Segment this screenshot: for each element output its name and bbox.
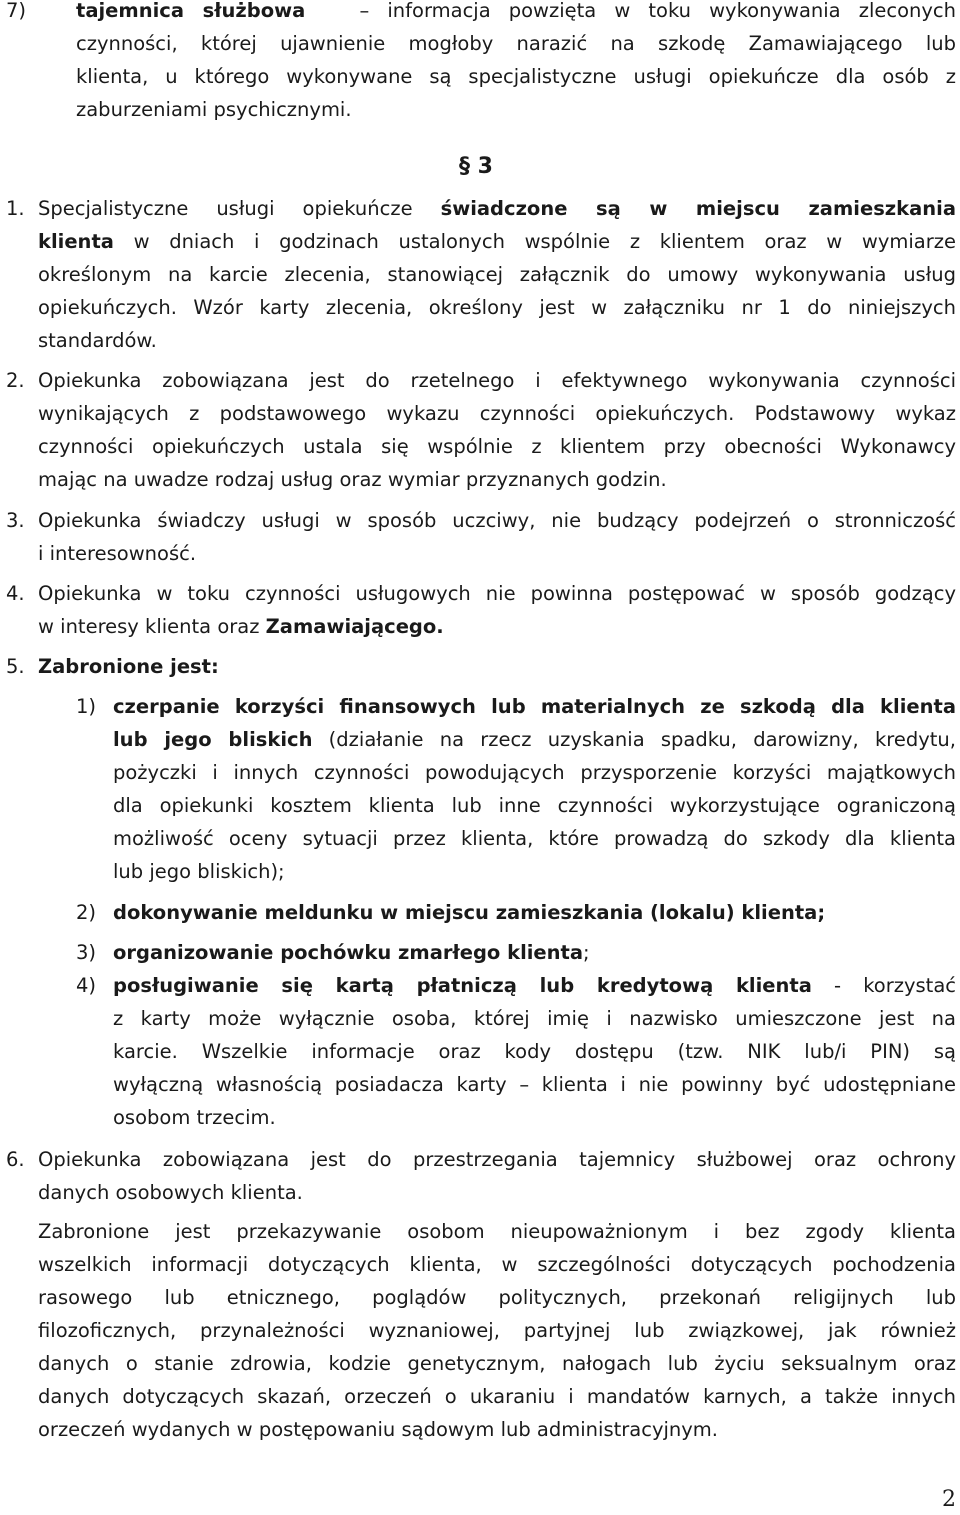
sub-item-number: 4) (76, 974, 97, 997)
sub-item-number: 2) (76, 901, 97, 924)
prohibition-1: czerpanie korzyści finansowych lub materialnych ze szkodą dla klienta lub jego bliskich (działanie na rzecz uzyskania spadku, darowizny, kredytu, pożyczki i innych czynności powodujących przysporzenie korzyści majątkowych dla opiekunki kosztem klienta lub inne czynności wykorzystujące ograniczoną możliwość oceny sytuacji przez klienta, które prowadzą do szkody dla klienta lub jego bliskich); (113, 695, 956, 883)
point-number: 5. (6, 655, 25, 678)
page-number: 2 (942, 1487, 956, 1512)
prohibition-4: posługiwanie się kartą płatniczą lub kredytową klienta - korzystać z karty może wyłącznie osoba, której imię i nazwisko umieszczone jest na karcie. Wszelkie informacje oraz kody dostępu (tzw. NIK lub/i PIN) są wyłączną własnością posiadacza karty – klienta i nie powinny być udostępniane osobom trzecim. (113, 974, 957, 1129)
point-number: 1. (6, 197, 25, 220)
point-2-paragraph: Opiekunka zobowiązana jest do rzetelnego i efektywnego wykonywania czynności wynikających z podstawowego wykazu czynności opiekuńczych. Podstawowy wykaz czynności opiekuńczych ustala się wspólnie z klientem przy obecności Wykonawcy mając na uwadze rodzaj usług oraz wymiar przyznanych godzin. (38, 369, 956, 491)
point-number: 6. (6, 1148, 25, 1171)
point-4-paragraph: Opiekunka w toku czynności usługowych nie powinna postępować w sposób godzący w interesy klienta oraz Zamawiającego. (38, 582, 956, 638)
closing-paragraph: Zabronione jest przekazywanie osobom nieupoważnionym i bez zgody klienta wszelkich informacji dotyczących klienta, w szczególności dotyczących pochodzenia rasowego lub etnicznego, poglądów politycznych, przekonań religijnych lub filozoficznych, przynależności wyznaniowej, partyjnej lub związkowej, jak również danych o stanie zdrowia, kodzie genetycznym, nałogach lub życiu seksualnym oraz danych dotyczących skazań, orzeczeń o ukaraniu i mandatów karnych, a także innych orzeczeń wydanych w postępowaniu sądowym lub administracyjnym. (38, 1220, 956, 1441)
item-number: 7) (6, 0, 27, 22)
definition-paragraph: tajemnica służbowa – informacja powzięta w toku wykonywania zleconych czynności, której ujawnienie mogłoby narazić na szkodę Zamawiającego lub klienta, u którego wykonywane są specjalistyczne usługi opiekuńcze dla osób z zaburzeniami psychicznymi. (76, 0, 956, 121)
sub-item-number: 3) (76, 941, 97, 964)
point-number: 2. (6, 369, 25, 392)
point-1-paragraph: Specjalistyczne usługi opiekuńcze świadczone są w miejscu zamieszkania klienta w dniach i godzinach ustalonych wspólnie z klientem oraz w wymiarze określonym na karcie zlecenia, stanowiącej załącznik do umowy wykonywania usług opiekuńczych. Wzór karty zlecenia, określony jest w załączniku nr 1 do niniejszych standardów. (38, 197, 957, 352)
sub-item-number: 1) (76, 695, 97, 718)
defined-term: tajemnica służbowa (76, 0, 306, 22)
point-6-paragraph: Opiekunka zobowiązana jest do przestrzegania tajemnicy służbowej oraz ochrony danych osobowych klienta. (38, 1148, 956, 1204)
section-heading: § 3 (459, 154, 493, 179)
point-number: 4. (6, 582, 25, 605)
prohibition-3: organizowanie pochówku zmarłego klienta; (113, 941, 590, 964)
point-number: 3. (6, 509, 25, 532)
prohibition-2: dokonywanie meldunku w miejscu zamieszkania (lokalu) klienta; (113, 901, 826, 924)
prohibitions-heading: Zabronione jest: (38, 655, 219, 678)
point-3-paragraph: Opiekunka świadczy usługi w sposób uczciwy, nie budzący podejrzeń o stronniczość i interesowność. (38, 509, 956, 565)
